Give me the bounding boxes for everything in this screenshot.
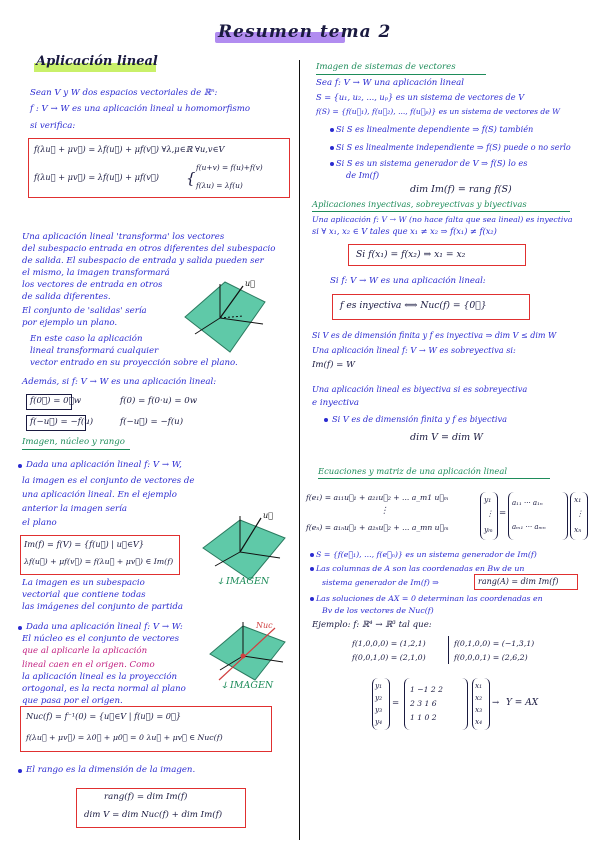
ex-arrow: →: [492, 698, 500, 708]
desc-line-10: lineal transformará cualquier: [30, 346, 159, 356]
iny-line-2: si ∀ x₁, x₂ ∈ V tales que x₁ ≠ x₂ ⇒ f(x₁) ≠ f(x₂): [312, 226, 497, 236]
mat-a-row1: a₁₁ ··· a₁ₙ: [512, 499, 543, 507]
intro-line-3: si verifica:: [30, 121, 76, 131]
bullet: [310, 597, 314, 601]
projection-plane-figure: [175, 272, 275, 362]
ademas-line: Además, si f: V → W es una aplicación lineal:: [22, 377, 217, 387]
zero-note: f(0) = f(0·u) = 0w: [120, 396, 198, 406]
ex-y-4: y₄: [375, 717, 383, 726]
img-box-line-2: λf(u⃗) + μf(v⃗) = f(λu⃗ + μv⃗) ∈ Im(f): [24, 557, 174, 566]
desc-line-11: vector entrado en su proyección sobre el plano.: [30, 358, 238, 368]
gen-line-3: sistema generador de Im(f) ⇒: [322, 578, 439, 587]
gen-line-1: S = {f(e⃗₁), ..., f(e⃗ₙ)} es un sistema generador de Im(f): [316, 550, 537, 559]
nuc-def-2: El núcleo es el conjunto de vectores: [22, 634, 180, 644]
ex-y-1: y₁: [375, 681, 383, 690]
imagen-sistemas-heading: Imagen de sistemas de vectores: [316, 62, 456, 72]
mat-x-1: x₁: [574, 495, 582, 504]
dim-formula: dim Im(f) = rang f(S): [410, 184, 512, 195]
nuc-box-line-1: Nuc(f) = f⁻¹(0) = {u⃗∈V | f(u⃗) = 0⃗}: [26, 711, 182, 721]
gen-line-5: Bv de los vectores de Nuc(f): [322, 606, 434, 615]
neg-box-text: f(−u⃗) = −f(u): [30, 417, 94, 427]
ej-a1: f(1,0,0,0) = (1,2,1): [352, 639, 426, 648]
nuc-def-1: Dada una aplicación lineal f: V → W:: [26, 622, 183, 632]
nucleus-plane-figure: [205, 616, 295, 686]
heading-underline: [312, 211, 570, 212]
sis-bullet-1: Si S es linealmente dependiente ⇒ f(S) también: [336, 124, 534, 134]
desc-line-2: del subespacio entrada en otros diferentes del subespacio: [22, 244, 276, 254]
img-after-3: las imágenes del conjunto de partida: [22, 602, 183, 612]
subheading-imagen-nucleo: Imagen, núcleo y rango: [22, 437, 125, 447]
ej-line-1: Ejemplo: f: ℝ⁴ → ℝ³ tal que:: [312, 620, 432, 630]
lin-box-text: f es inyectiva ⟺ Nuc(f) = {0⃗}: [340, 300, 487, 311]
desc-line-4: el mismo, la imagen transformará: [22, 268, 170, 278]
sis-bullet-3b: de Im(f): [346, 170, 380, 180]
desc-line-5: los vectores de entrada en otros: [22, 280, 163, 290]
ecuaciones-heading: Ecuaciones y matriz de una aplicación lineal: [318, 466, 508, 476]
heading-underline: [318, 478, 550, 479]
mat-equals: =: [499, 508, 507, 518]
subheading-underline: [22, 449, 130, 450]
desc-line-1: Una aplicación lineal 'transforma' los vectores: [22, 232, 225, 242]
gen-line-2: Las columnas de A son las coordenadas en Bw de un: [316, 564, 525, 573]
nuc-def-7: que pasa por el origen.: [22, 696, 123, 706]
bullet: [330, 162, 334, 166]
bullet: [18, 626, 22, 630]
bullet: [18, 769, 22, 773]
ec-line-2: f(eₙ) = a₁ₙu⃗₁ + a₂ₙu⃗₂ + ... a_mn u⃗ₘ: [306, 523, 449, 532]
gen-line-4: Las soluciones de AX = 0 determinan las coordenadas en: [316, 594, 543, 603]
img-after-2: vectorial que contiene todas: [22, 590, 146, 600]
sob-line-2: Una aplicación lineal f: V → W es sobreyectiva si:: [312, 345, 516, 355]
sis-line-1: Sea f: V → W una aplicación lineal: [316, 78, 465, 88]
img-def-2: la imagen es el conjunto de vectores de: [22, 476, 195, 486]
mat-a-row2: aₘ₁ ··· aₘₙ: [512, 523, 546, 531]
desc-line-7: El conjunto de 'salidas' sería: [22, 306, 147, 316]
img-def-1: Dada una aplicación lineal f: V → W,: [26, 460, 182, 470]
mat-y-3: yₘ: [484, 525, 493, 534]
ex-y-3: y₃: [375, 705, 383, 714]
sis-line-3: f(S) = {f(u⃗₁), f(u⃗₂), ..., f(u⃗ₚ)} es un sistema de vectores de W: [316, 107, 560, 116]
imagen-label-2: ↆ IMAGEN: [222, 680, 274, 691]
nuc-def-6: ortogonal, es la recta normal al plano: [22, 684, 186, 694]
desc-line-3: de salida. El subespacio de entrada y salida pueden ser: [22, 256, 264, 266]
column-divider: [299, 60, 300, 840]
lin-line-1: Si f: V → W es una aplicación lineal:: [330, 276, 486, 286]
ec-line-1: f(e₁) = a₁₁u⃗₁ + a₂₁u⃗₂ + ... a_m1 u⃗ₘ: [306, 493, 449, 502]
ex-row-1: 1 −1 2 2: [410, 685, 443, 694]
ex-x-1: x₁: [475, 681, 483, 690]
desc-line-9: En este caso la aplicación: [30, 334, 143, 344]
bullet: [330, 146, 334, 150]
sis-line-2: S = {u₁, u₂, ..., uₚ} es un sistema de vectores de V: [316, 92, 525, 102]
ec-vdots: ⋮: [380, 506, 389, 516]
neg-note: f(−u⃗) = −f(u): [120, 417, 184, 427]
intro-line-2: f : V → W es una aplicación lineal u homomorfismo: [30, 104, 251, 114]
img-box-line-1: Im(f) = f(V) = {f(u⃗) | u⃗∈V}: [24, 539, 145, 549]
imagen-label-1: ↆ IMAGEN: [218, 576, 270, 587]
iny-box-text: Si f(x₁) = f(x₂) ⇒ x₁ = x₂: [356, 249, 466, 260]
intro-line-1: Sean V y W dos espacios vectoriales de ℝⁿ:: [30, 88, 218, 98]
nuc-def-5: la aplicación lineal es la proyección: [22, 672, 178, 682]
img-def-4: anterior la imagen sería: [22, 504, 128, 514]
ex-result: Y = AX: [506, 698, 539, 708]
ex-x-2: x₂: [475, 693, 483, 702]
ej-b2: f(0,0,0,1) = (2,6,2): [454, 653, 528, 662]
ex-x-3: x₃: [475, 705, 483, 714]
img-def-5: el plano: [22, 518, 57, 528]
nuc-box-line-2: f(λu⃗ + μv⃗) = λ0⃗ + μ0⃗ = 0 λu⃗ + μv⃗ ∈ Nuc(f): [26, 733, 223, 742]
svg-text:u⃗: u⃗: [245, 279, 255, 288]
ej-b1: f(0,1,0,0) = (−1,3,1): [454, 639, 535, 648]
def-line-3b: f(λu) = λf(u): [196, 181, 243, 190]
svg-text:u⃗: u⃗: [263, 511, 273, 520]
bullet: [324, 418, 328, 422]
example-separator: [448, 636, 449, 664]
mat-y-1: y₁: [484, 495, 492, 504]
ej-a2: f(0,0,1,0) = (2,1,0): [352, 653, 426, 662]
rango-box-line-1: rang(f) = dim Im(f): [104, 792, 188, 802]
sob-line-3: Im(f) = W: [312, 360, 355, 370]
bullet: [310, 553, 314, 557]
bullet: [330, 128, 334, 132]
section-heading-aplicacion-lineal: Aplicación lineal: [36, 54, 158, 69]
rango-box-line-2: dim V = dim Nuc(f) + dim Im(f): [84, 810, 223, 820]
def-line-3a: f(u+v) = f(u)+f(v): [196, 163, 263, 172]
def-line-1: f(λu⃗ + μv⃗) = λf(u⃗) + μf(v⃗) ∀λ,μ∈ℝ ∀u,v∈V: [34, 144, 225, 154]
iny-line-1: Una aplicación f: V → W (no hace falta que sea lineal) es inyectiva: [312, 215, 573, 224]
ex-equals: =: [392, 698, 400, 708]
biy-line-2: e inyectiva: [312, 398, 360, 408]
sis-bullet-3a: Si S es un sistema generador de V ⇒ f(S) lo es: [336, 158, 528, 168]
biy-formula: dim V = dim W: [410, 432, 483, 443]
inyectivas-heading: Aplicaciones inyectivas, sobreyectivas y biyectivas: [312, 199, 527, 209]
biy-line-1: Una aplicación lineal es biyectiva si es sobreyectiva: [312, 384, 528, 394]
ex-row-3: 1 1 0 2: [410, 713, 437, 722]
ex-y-2: y₂: [375, 693, 383, 702]
zero-box-text: f(0⃗) = 0⃗w: [30, 396, 82, 406]
desc-line-8: por ejemplo un plano.: [22, 318, 118, 328]
rango-note: El rango es la dimensión de la imagen.: [26, 765, 196, 775]
ex-x-4: x₄: [475, 717, 483, 726]
nuc-def-3: que al aplicarle la aplicación: [22, 646, 148, 656]
brace: {: [186, 169, 196, 187]
bullet: [310, 567, 314, 571]
gen-box-text: rang(A) = dim Im(f): [478, 577, 559, 586]
mat-y-2: ⋮: [486, 509, 494, 518]
mat-x-2: ⋮: [576, 509, 584, 518]
biy-line-3: Si V es de dimensión finita y f es biyectiva: [332, 414, 508, 424]
img-def-3: una aplicación lineal. En el ejemplo: [22, 490, 177, 500]
heading-underline: [316, 74, 486, 75]
nuc-def-4: lineal caen en el origen. Como: [22, 660, 155, 670]
desc-line-6: de salida diferentes.: [22, 292, 111, 302]
sis-bullet-2: Si S es linealmente independiente ⇒ f(S) puede o no serlo: [336, 143, 571, 152]
def-line-2: f(λu⃗ + μv⃗) = λf(u⃗) + μf(v⃗): [34, 172, 159, 182]
img-after-1: La imagen es un subespacio: [22, 578, 145, 588]
bullet: [18, 464, 22, 468]
mat-x-3: xₙ: [574, 525, 582, 534]
sob-line-1: Si V es de dimensión finita y f es inyectiva ⇒ dim V ≤ dim W: [312, 331, 557, 340]
nuc-label: Nuc: [256, 621, 273, 630]
ex-row-2: 2 3 1 6: [410, 699, 437, 708]
page-title: Resumen tema 2: [218, 22, 392, 42]
